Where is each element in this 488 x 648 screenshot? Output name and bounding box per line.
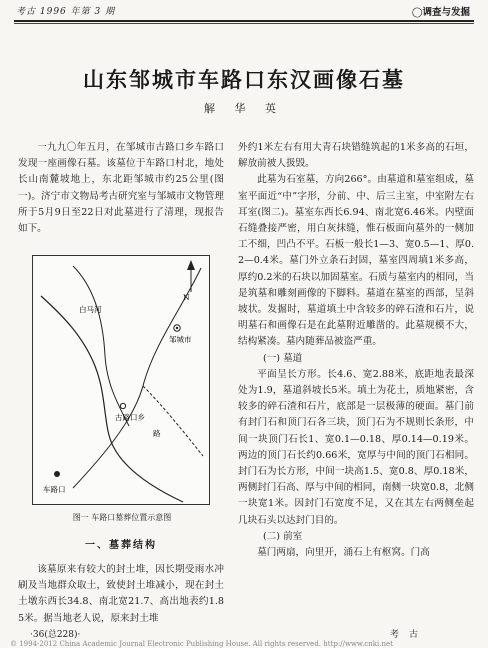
figure-caption: 图一 车路口墓葬位置示意图	[72, 513, 172, 522]
header-rule-thin	[14, 23, 474, 24]
copyright-line: © 1994-2012 China Academic Journal Electronic Publishing House. All rights reserved. http://www.cnki.net	[10, 640, 393, 648]
paragraph-tomb-overview: 此墓为石室墓，方向266°。由墓道和墓室组成，墓室平面近“中”字形，分前、中、后三主室，中室附左右耳室(图二)。墓室东西长6.94、南北宽6.46米。内壁面石缝叠接严密，用白灰抹缝，惟石板面向墓外的一侧加工不细，凹凸不平。石板一般长1—3、宽0.5—1、厚0.2—0.4米。墓门外立条石封固，墓室四周填1米多高，厚约0.2米的石块以加固墓室。石质与墓室内的相同，当是筑墓和雕刻画像的下脚料。墓道在墓室的西部，呈斜坡状。发掘时，墓道填土中含较多的碎石渣和石片，说明墓石和画像石是在此墓附近雕凿的。此墓规模不大，结构紧凑。墓内随葬品被盗严重。	[238, 174, 474, 348]
structure-paragraph: 该墓原来有较大的封土堆，因长期受雨水冲刷及当地群众取土，致使封土堆减小，现在封土土墩东西长34.8、南北宽21.7、高出地表约1.85米。据当地老人说，原来封土堆	[18, 564, 224, 624]
map-road	[73, 268, 201, 488]
map-label-city: 邹城市	[169, 335, 192, 344]
structure-column	[18, 562, 224, 627]
page-number: ·36(总228)·	[30, 630, 81, 640]
map-river	[41, 296, 183, 502]
subheading-front-chamber: (二) 前室	[262, 530, 303, 542]
paragraph-front-chamber: 墓门两扇，向里开，涌石上有枢窝。门高	[257, 547, 430, 559]
footer-journal: 考古	[389, 630, 428, 640]
map-label-river: 白马河	[79, 305, 102, 314]
header-rule	[14, 20, 474, 22]
section-heading: 一、墓葬结构	[85, 540, 157, 551]
map-graphic	[33, 256, 209, 504]
section-label: ◯调查与发掘	[411, 7, 470, 18]
map-label-north: N	[183, 293, 190, 302]
subheading-tomb-passage: (一) 墓道	[262, 352, 303, 364]
map-label-site: 车路口	[43, 485, 66, 494]
xiang-marker-icon	[120, 403, 125, 408]
north-arrow-icon	[187, 260, 195, 292]
map-road-east	[143, 386, 203, 456]
article-title: 山东邹城市车路口东汉画像石墓	[83, 67, 405, 92]
intro-column	[18, 140, 224, 237]
map-river-branch	[73, 266, 129, 426]
location-map	[32, 255, 210, 505]
right-column	[238, 140, 474, 561]
map-label-road: 路	[153, 429, 161, 438]
map-label-xiang: 古路口乡	[115, 413, 145, 422]
site-marker-icon	[54, 471, 60, 477]
intro-paragraph: 一九九〇年五月，在邹城市古路口乡车路口发现一座画像石墓。该墓位于车路口村北，地处长山南麓坡地上，东北距邹城市约25公里(图一)。济宁市文物局考古研究室与邹城市文物管理所于5月9日至22日对此墓进行了清理，现报告如下。	[18, 142, 224, 235]
article-author: 解 华 英	[204, 102, 284, 115]
paragraph-tomb-passage: 平面呈长方形。长4.6、宽2.88米，底距地表最深处为1.9，墓道斜坡长5米。填土为花土，质地紧密，含较多的碎石渣和石片，底部是一层极薄的硬面。墓门前有封门石和顶门石各三块，顶门石为不规则长条形，中间一块顶门石长1、宽0.1—0.18、厚0.14—0.19米。两边的顶门石长约0.66米，宽厚与中间的顶门石相同。封门石为长方形，中间一块高1.5、宽0.8、厚0.18米，两侧封门石高、厚与中间的相同，南侧一块宽0.8，北侧一块宽1米。因封门石宽度不足，又在其左右两侧垒起几块石头以达封门目的。	[238, 368, 474, 526]
journal-issue: 考古 1996 年第 3 期	[16, 7, 116, 17]
paragraph-continuation: 外约1米左右有用大青石块错缝筑起的1米多高的石垣，解放前被人扱毁。	[238, 142, 474, 170]
